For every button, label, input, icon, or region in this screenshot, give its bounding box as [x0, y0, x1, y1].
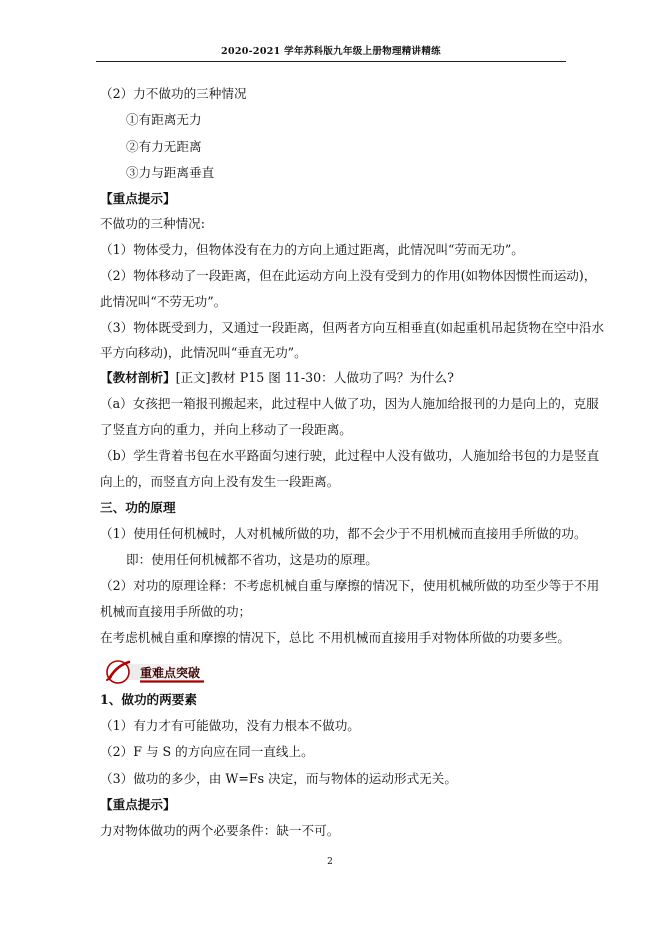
page-header: 2020-2021 学年苏科版九年级上册物理精讲精练 — [221, 46, 441, 57]
text-line: 平方向移动)，此情况叫“垂直无功”。 — [100, 345, 307, 360]
page-number: 2 — [327, 857, 333, 867]
text-line: （3）物体既受到力，又通过一段距离，但两者方向互相垂直(如起重机吊起货物在空中沿水 — [100, 320, 605, 335]
text-line: （3）做功的多少，由 W=Fs 决定，而与物体的运动形式无关。 — [100, 771, 457, 786]
text-line: 此情况叫“不劳无功”。 — [100, 294, 227, 309]
text-span: [正文]教材 P15 图 11-30：人做功了吗？为什么? — [175, 370, 454, 385]
text-line: 了竖直方向的重力，并向上移动了一段距离。 — [100, 422, 352, 437]
text-line: 机械而直接用手所做的功； — [100, 604, 252, 619]
text-line: 在考虑机械自重和摩擦的情况下，总比 不用机械而直接用手对物体所做的功要多些。 — [100, 630, 570, 645]
text-line: ③力与距离垂直 — [126, 165, 215, 180]
text-line: ①有距离无力 — [126, 112, 202, 127]
text-line: 即：使用任何机械都不省功，这是功的原理。 — [126, 552, 378, 567]
text-line: 力对物体做功的两个必要条件：缺一不可。 — [100, 823, 340, 838]
text-line: （1）物体受力，但物体没有在力的方向上通过距离，此情况叫“劳而无功”。 — [100, 242, 524, 257]
subsection-heading: 1、做功的两要素 — [100, 692, 197, 707]
section-label: 【重点提示】 — [100, 797, 176, 812]
header-rule — [96, 61, 566, 62]
text-line: （2）对功的原理诠释：不考虑机械自重与摩擦的情况下，使用机械所做的功至少等于不用 — [100, 578, 600, 593]
text-line: （b）学生背着书包在水平路面匀速行驶，此过程中人没有做功，人施加给书包的力是竖直 — [100, 448, 600, 463]
text-line: （a）女孩把一箱报刊搬起来，此过程中人做了功，因为人施加给报刊的力是向上的，克服 — [100, 396, 599, 411]
section-heading: 三、功的原理 — [100, 500, 176, 515]
text-line: （1）使用任何机械时，人对机械所做的功，都不会少于不用机械而直接用手所做的功。 — [100, 526, 587, 541]
section-label: 【重点提示】 — [100, 191, 176, 206]
text-line: 向上的，而竖直方向上没有发生一段距离。 — [100, 474, 340, 489]
section-label: 【教材剖析】 — [100, 370, 176, 385]
text-line: （1）有力才有可能做功，没有力根本不做功。 — [100, 718, 360, 733]
text-line: ②有力无距离 — [126, 139, 202, 154]
text-line: （2）物体移动了一段距离，但在此运动方向上没有受到力的作用(如物体因惯性而运动)， — [100, 268, 597, 283]
text-line: （2）F 与 S 的方向应在同一直线上。 — [100, 744, 314, 759]
text-line: （2）力不做功的三种情况 — [100, 86, 247, 101]
section-banner-label: 重难点突破 — [140, 666, 201, 680]
text-line: 不做功的三种情况: — [100, 216, 205, 231]
text-line — [100, 370, 454, 386]
